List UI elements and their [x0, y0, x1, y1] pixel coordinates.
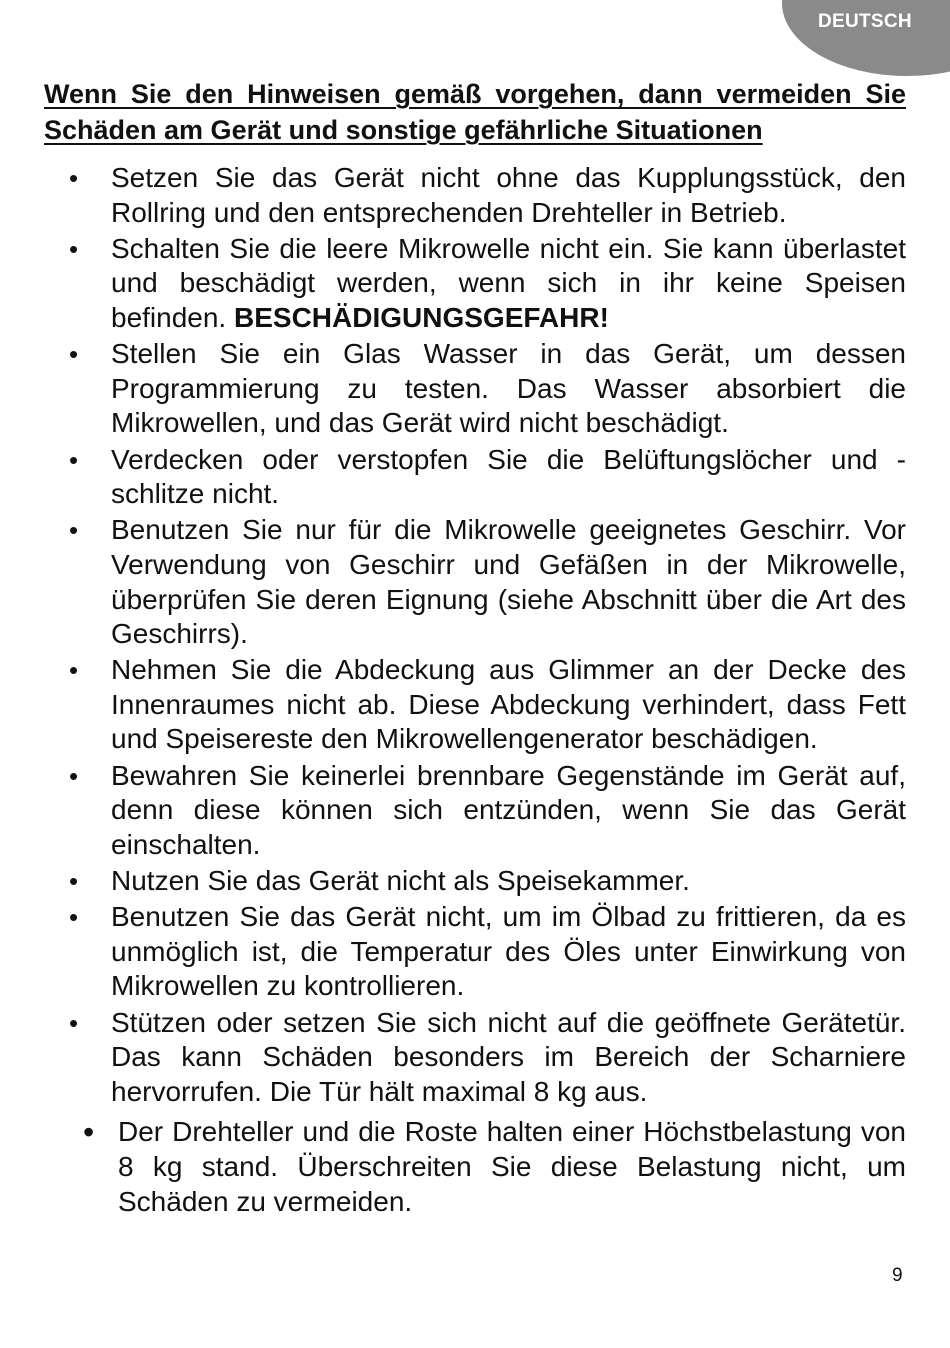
safety-list: [0, 161, 950, 1221]
list-item-text: Benutzen Sie das Gerät nicht, um im Ölbad zu frittieren, da es unmöglich ist, die Temperatur des Öles unter Einwirkung von Mikrowellen zu kontrollieren.: [111, 901, 906, 1002]
list-item: [69, 232, 906, 336]
list-item: [69, 900, 906, 1004]
list-item-text: Stellen Sie ein Glas Wasser in das Gerät, um dessen Programmierung zu testen. Das Wasser absorbiert die Mikrowellen, und das Gerät wird nicht beschädigt.: [111, 338, 906, 439]
list-item: [69, 864, 906, 899]
bullet-icon: •: [69, 444, 79, 475]
page-number: 9: [892, 1265, 903, 1286]
list-item-text: Schalten Sie die leere Mikrowelle nicht ein. Sie kann überlastet und beschädigt werden, wenn sich in ihr keine Speisen befinden.: [111, 232, 906, 333]
list-item: [69, 161, 906, 230]
bullet-icon: •: [69, 655, 79, 686]
list-item: [69, 1006, 906, 1110]
bullet-icon: •: [69, 902, 79, 933]
bullet-icon: •: [69, 1007, 79, 1038]
bullet-icon: •: [83, 1114, 95, 1151]
list-item: [69, 653, 906, 757]
list-item: [69, 443, 906, 512]
list-item-text: Verdecken oder verstopfen Sie die Belüftungslöcher und -schlitze nicht.: [111, 443, 906, 510]
bullet-icon: •: [69, 339, 79, 370]
list-item-text: Benutzen Sie nur für die Mikrowelle geeignetes Geschirr. Vor Verwendung von Geschirr und Gefäßen in der Mikrowelle, überprüfen Sie deren Eignung (siehe Abschnitt über die Art des Geschirrs).: [111, 514, 906, 650]
bullet-icon: •: [69, 515, 79, 546]
list-item: [83, 1114, 906, 1219]
bullet-icon: •: [69, 163, 79, 193]
bullet-icon: •: [69, 233, 79, 264]
list-item-text: Bewahren Sie keinerlei brennbare Gegenstände im Gerät auf, denn diese können sich entzünden, wenn Sie das Gerät einschalten.: [111, 759, 906, 860]
list-item-text: Setzen Sie das Gerät nicht ohne das Kupplungsstück, den Rollring und den entsprechenden Drehteller in Betrieb.: [111, 162, 906, 228]
bullet-icon: •: [69, 760, 79, 791]
damage-warning: BESCHÄDIGUNGSGEFAHR!: [234, 301, 609, 333]
list-item-text: Nutzen Sie das Gerät nicht als Speisekammer.: [111, 865, 690, 897]
list-item-text: Nehmen Sie die Abdeckung aus Glimmer an der Decke des Innenraumes nicht ab. Diese Abdeckung verhindert, dass Fett und Speisereste den Mikrowellengenerator beschädigen.: [111, 654, 906, 755]
section-heading: Wenn Sie den Hinweisen gemäß vorgehen, dann vermeiden Sie Schäden am Gerät und sonstige gefährliche Situationen: [44, 79, 906, 145]
language-label: DEUTSCH: [818, 11, 912, 32]
list-item: [69, 759, 906, 863]
list-item-text: Der Drehteller und die Roste halten einer Höchstbelastung von 8 kg stand. Überschreiten Sie diese Belastung nicht, um Schäden zu vermeiden.: [118, 1116, 906, 1217]
bullet-icon: •: [69, 866, 79, 897]
list-item: [69, 513, 906, 651]
list-item-text: Stützen oder setzen Sie sich nicht auf die geöffnete Gerätetür. Das kann Schäden besonders im Bereich der Scharniere hervorrufen. Die Tür hält maximal 8 kg aus.: [111, 1006, 906, 1107]
list-item: [69, 337, 906, 441]
